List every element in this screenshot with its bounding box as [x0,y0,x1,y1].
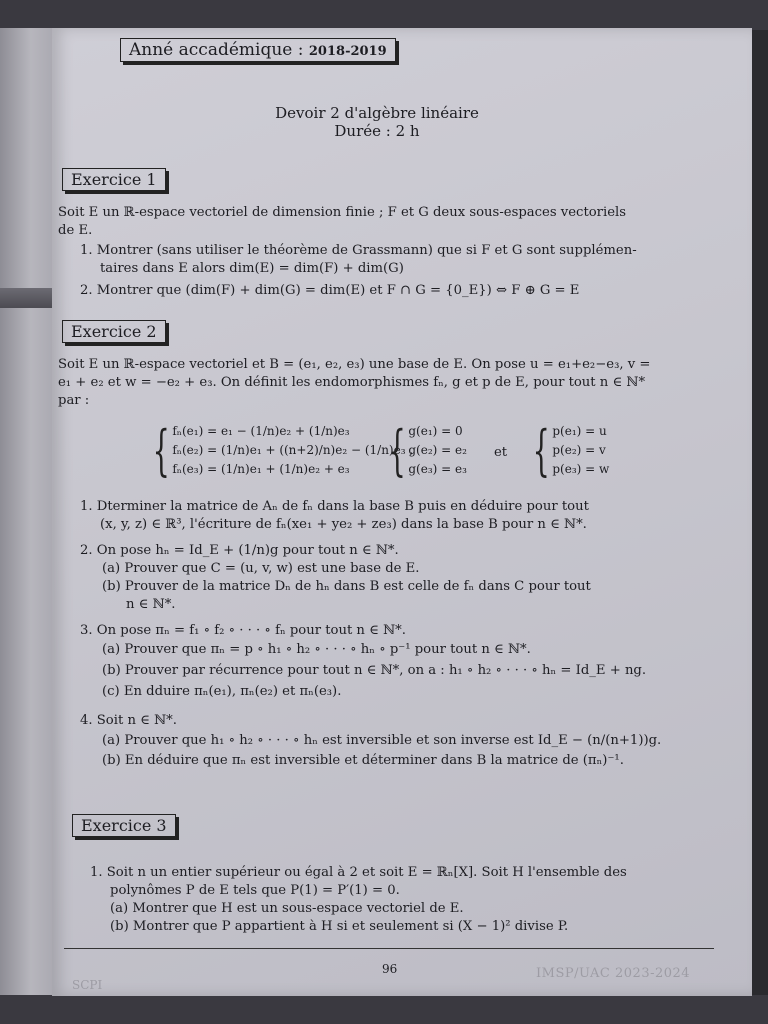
g-row-3: g(e₃) = e₃ [408,462,467,476]
ex2-question-3b: (b) Prouver par récurrence pour tout n ∈ ℕ*, on a : h₁ ∘ h₂ ∘ · · · ∘ hₙ = Id_E + ng. [102,663,647,678]
f-row-2: fₙ(e₂) = (1/n)e₁ + ((n+2)/n)e₂ − (1/n)e₃ , [172,443,414,457]
ex2-question-2: 2. On pose hₙ = Id_E + (1/n)g pour tout n ∈ ℕ*. [80,543,399,558]
title-line-1: Devoir 2 d'algèbre linéaire [275,104,479,122]
ex2-question-3a: (a) Prouver que πₙ = p ∘ h₁ ∘ h₂ ∘ · · · ∘ hₙ ∘ p⁻¹ pour tout n ∈ ℕ*. [102,642,531,657]
ex1-question-1-line-2: taires dans E alors dim(E) = dim(F) + dim(G) [100,261,404,276]
assignment-title [212,104,542,140]
ex3-question-1-line-2: polynômes P de E tels que P(1) = P′(1) = 0. [110,883,400,898]
footer-rule [64,948,714,949]
duration-line: Durée : 2 h [334,122,420,140]
exercise-1-heading: Exercice 1 [62,168,166,191]
ex1-question-2: 2. Montrer que (dim(F) + dim(G) = dim(E) et F ∩ G = {0_E}) ⇔ F ⊕ G = E [80,283,580,298]
ex1-intro-line-2: de E. [58,223,93,238]
academic-year: 2018-2019 [308,44,387,59]
exercise-3-heading: Exercice 3 [72,814,176,837]
book-spine [0,28,56,998]
g-system-brace: { [388,418,406,482]
exercise-2-heading: Exercice 2 [62,320,166,343]
ex2-question-4a: (a) Prouver que h₁ ∘ h₂ ∘ · · · ∘ hₙ est inversible et son inverse est Id_E − (n/(n+1))g. [102,733,662,748]
ex2-intro-line-3: par : [58,393,90,408]
ex2-intro-line-1: Soit E un ℝ-espace vectoriel et B = (e₁, e₂, e₃) une base de E. On pose u = e₁+e₂−e₃, v = [58,357,651,372]
ex2-question-1-line-1: 1. Dterminer la matrice de Aₙ de fₙ dans la base B puis en déduire pour tout [80,499,589,514]
footer-left-mark: SCPI [72,978,103,992]
f-system [144,418,414,482]
g-row-2: g(e₂) = e₂ [408,443,467,457]
academic-year-header [120,38,396,62]
and-word: et [494,445,508,460]
document-page [52,28,752,996]
ex3-question-1a: (a) Montrer que H est un sous-espace vectoriel de E. [110,901,464,916]
ex2-question-4: 4. Soit n ∈ ℕ*. [80,713,177,728]
p-row-1: p(e₁) = u [552,424,607,438]
ex2-question-3: 3. On pose πₙ = f₁ ∘ f₂ ∘ · · · ∘ fₙ pour tout n ∈ ℕ*. [80,623,406,638]
ex3-question-1b: (b) Montrer que P appartient à H si et seulement si (X − 1)² divise P. [110,919,569,934]
p-row-2: p(e₂) = v [552,443,606,457]
p-system [524,418,610,482]
ex1-intro-line-1: Soit E un ℝ-espace vectoriel de dimension finie ; F et G deux sous-espaces vectoriels [58,205,626,220]
ex2-question-2b-line-1: (b) Prouver de la matrice Dₙ de hₙ dans B est celle de fₙ dans C pour tout [102,579,591,594]
ex2-question-2b-line-2: n ∈ ℕ*. [126,597,176,612]
photo-background-top [0,0,768,30]
page-number: 96 [382,962,398,976]
photo-background-bottom [0,995,768,1024]
f-row-1: fₙ(e₁) = e₁ − (1/n)e₂ + (1/n)e₃ [172,424,350,438]
ex2-intro-line-2: e₁ + e₂ et w = −e₂ + e₃. On définit les endomorphismes fₙ, g et p de E, pour tout n ∈ ℕ* [58,375,646,390]
p-system-brace: { [532,418,550,482]
ex2-question-2a: (a) Prouver que C = (u, v, w) est une base de E. [102,561,420,576]
ex1-question-1-line-1: 1. Montrer (sans utiliser le théorème de Grassmann) que si F et G sont supplémen- [80,243,637,258]
ex2-question-3c: (c) En dduire πₙ(e₁), πₙ(e₂) et πₙ(e₃). [102,684,342,699]
book-spine-shadow [0,288,56,308]
academic-label: Anné accadémique : [129,40,304,60]
ex3-question-1-line-1: 1. Soit n un entier supérieur ou égal à 2 et soit E = ℝₙ[X]. Soit H l'ensemble des [90,865,627,880]
ex2-question-1-line-2: (x, y, z) ∈ ℝ³, l'écriture de fₙ(xe₁ + ye₂ + ze₃) dans la base B pour n ∈ ℕ*. [100,517,587,532]
f-system-brace: { [152,418,170,482]
f-row-3: fₙ(e₃) = (1/n)e₁ + (1/n)e₂ + e₃ [172,462,350,476]
p-row-3: p(e₃) = w [552,462,610,476]
g-row-1: g(e₁) = 0 [408,424,463,438]
footer-institution: IMSP/UAC 2023-2024 [536,966,691,981]
ex2-question-4b: (b) En déduire que πₙ est inversible et déterminer dans B la matrice de (πₙ)⁻¹. [102,753,624,768]
g-system [380,418,467,482]
